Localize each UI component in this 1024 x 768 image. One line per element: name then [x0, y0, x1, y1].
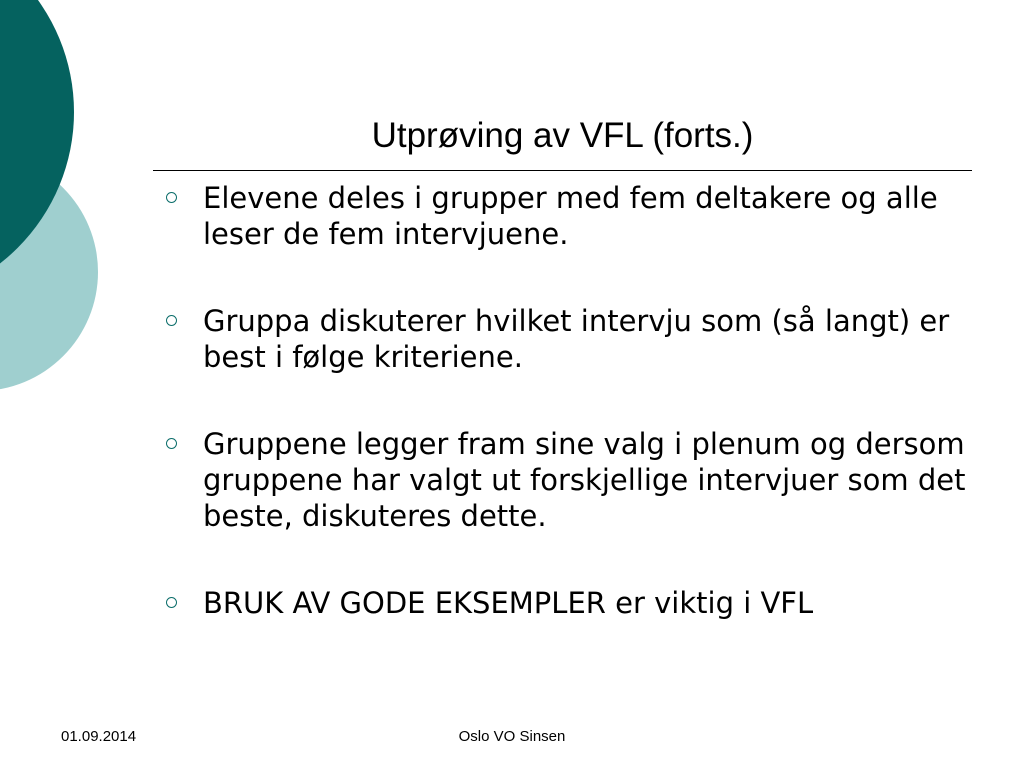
footer-date: 01.09.2014 — [61, 728, 137, 745]
circle-bullet-icon — [166, 192, 177, 203]
circle-bullet-icon — [166, 438, 177, 449]
bullet-text: BRUK AV GODE EKSEMPLER er viktig i VFL — [203, 586, 814, 620]
bullet-item — [166, 303, 986, 375]
bullet-list — [166, 180, 986, 621]
bullet-item — [166, 180, 986, 252]
bullet-item — [166, 426, 986, 534]
bullet-text: Gruppene legger fram sine valg i plenum og dersom gruppene har valgt ut forskjellige intervjuer som det beste, diskuteres dette. — [203, 427, 966, 533]
footer-center-text: Oslo VO Sinsen — [458, 728, 566, 745]
bullet-text: Gruppa diskuterer hvilket intervju som (så langt) er best i følge kriteriene. — [203, 304, 950, 374]
circle-bullet-icon — [166, 315, 177, 326]
circle-bullet-icon — [166, 597, 177, 608]
title-divider — [153, 170, 972, 171]
bullet-text: Elevene deles i grupper med fem deltakere og alle leser de fem intervjuene. — [203, 181, 938, 251]
slide-title: Utprøving av VFL (forts.) — [371, 116, 754, 155]
bullet-item — [166, 585, 986, 621]
